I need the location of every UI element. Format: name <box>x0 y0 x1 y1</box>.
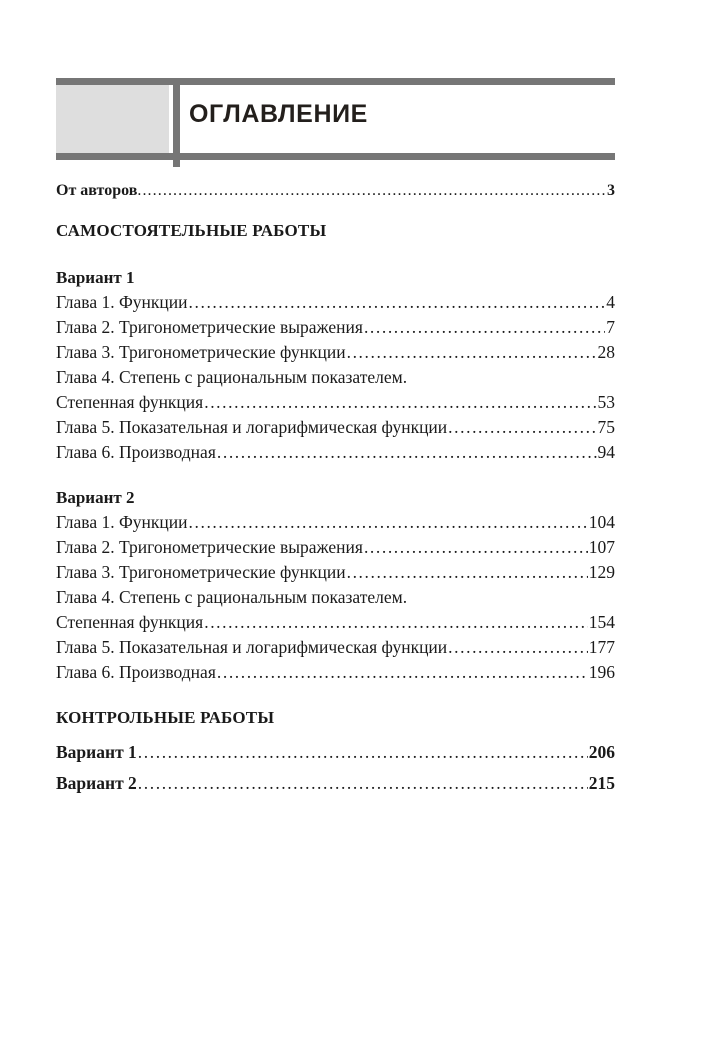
leader-dots <box>448 635 588 660</box>
variant-heading-2: Вариант 2 <box>56 488 135 507</box>
toc-entry-label: Глава 6. Производная <box>56 662 216 682</box>
page-header-banner <box>56 78 615 160</box>
toc-entry-page: 154 <box>588 612 615 632</box>
toc-entry-v2-ch5[interactable] <box>56 635 615 660</box>
leader-dots <box>217 660 588 685</box>
toc-entry-v1-ch4-line2 <box>56 390 615 415</box>
leader-dots <box>364 315 605 340</box>
toc-entry-label: Глава 2. Тригонометрические выражения <box>56 317 363 337</box>
section-heading-independent-works: САМОСТОЯТЕЛЬНЫЕ РАБОТЫ <box>56 221 327 240</box>
toc-entry-control-v2[interactable] <box>56 771 615 796</box>
header-vertical-divider <box>173 78 180 167</box>
toc-entry-page: 104 <box>588 512 615 532</box>
toc-entry-label-line2: Степенная функция <box>56 612 204 632</box>
leader-dots <box>204 390 596 415</box>
toc-entry-label-line1: Глава 4. Степень с рациональным показателем. <box>56 367 408 387</box>
page-title: ОГЛАВЛЕНИЕ <box>189 100 368 128</box>
leader-dots <box>204 610 588 635</box>
toc-entry-v2-ch2[interactable] <box>56 535 615 560</box>
toc-entry-label: Глава 6. Производная <box>56 442 216 462</box>
toc-entry-label-line2: Степенная функция <box>56 392 204 412</box>
toc-entry-page: 129 <box>588 562 615 582</box>
header-top-rule <box>56 78 615 85</box>
toc-entry-v2-ch4[interactable] <box>56 585 615 635</box>
toc-entry-page: 75 <box>597 417 615 437</box>
toc-entry-label: Глава 1. Функции <box>56 512 188 532</box>
toc-entry-label: Глава 2. Тригонометрические выражения <box>56 537 363 557</box>
toc-entry-v2-ch1[interactable] <box>56 510 615 535</box>
toc-entry-page: 196 <box>588 662 615 682</box>
header-gray-swatch <box>56 85 169 153</box>
leader-dots <box>138 771 588 796</box>
toc-entry-label: Глава 3. Тригонометрические функции <box>56 342 346 362</box>
toc-entry-label: Вариант 2 <box>56 773 137 793</box>
toc-entry-label: Глава 5. Показательная и логарифмическая функции <box>56 417 448 437</box>
leader-dots <box>217 440 597 465</box>
toc-entry-v1-ch2[interactable] <box>56 315 615 340</box>
toc-entry-page: 107 <box>588 537 615 557</box>
toc-entry-v1-ch5[interactable] <box>56 415 615 440</box>
toc-entry-page: 4 <box>606 292 615 312</box>
leader-dots <box>189 290 606 315</box>
toc-entry-page: 94 <box>597 442 615 462</box>
table-of-contents <box>56 180 615 796</box>
header-bottom-rule <box>56 153 615 160</box>
leader-dots <box>347 560 588 585</box>
leader-dots <box>364 535 588 560</box>
toc-entry-label: Глава 3. Тригонометрические функции <box>56 562 346 582</box>
section-heading-control-works: КОНТРОЛЬНЫЕ РАБОТЫ <box>56 708 275 727</box>
toc-entry-page: 28 <box>597 342 615 362</box>
toc-entry-foreword[interactable] <box>56 180 615 202</box>
toc-entry-label: Глава 5. Показательная и логарифмическая функции <box>56 637 448 657</box>
toc-entry-page: 215 <box>588 773 615 793</box>
toc-entry-page: 206 <box>588 742 615 762</box>
toc-entry-label: Вариант 1 <box>56 742 137 762</box>
toc-entry-label-line1: Глава 4. Степень с рациональным показателем. <box>56 587 408 607</box>
toc-entry-control-v1[interactable] <box>56 740 615 765</box>
variant-heading-1: Вариант 1 <box>56 268 135 287</box>
toc-entry-label: От авторов <box>56 182 138 199</box>
toc-entry-v1-ch3[interactable] <box>56 340 615 365</box>
leader-dots <box>347 340 597 365</box>
toc-entry-v2-ch6[interactable] <box>56 660 615 685</box>
toc-entry-v2-ch4-line2 <box>56 610 615 635</box>
toc-entry-page: 177 <box>588 637 615 657</box>
toc-entry-page: 3 <box>607 182 615 199</box>
toc-entry-page: 7 <box>606 317 615 337</box>
leader-dots <box>137 180 607 202</box>
toc-entry-page: 53 <box>597 392 615 412</box>
leader-dots <box>189 510 588 535</box>
leader-dots <box>448 415 596 440</box>
leader-dots <box>138 740 588 765</box>
toc-entry-v1-ch4[interactable] <box>56 365 615 415</box>
toc-entry-v1-ch6[interactable] <box>56 440 615 465</box>
toc-entry-label: Глава 1. Функции <box>56 292 188 312</box>
toc-entry-v1-ch1[interactable] <box>56 290 615 315</box>
toc-entry-v2-ch3[interactable] <box>56 560 615 585</box>
